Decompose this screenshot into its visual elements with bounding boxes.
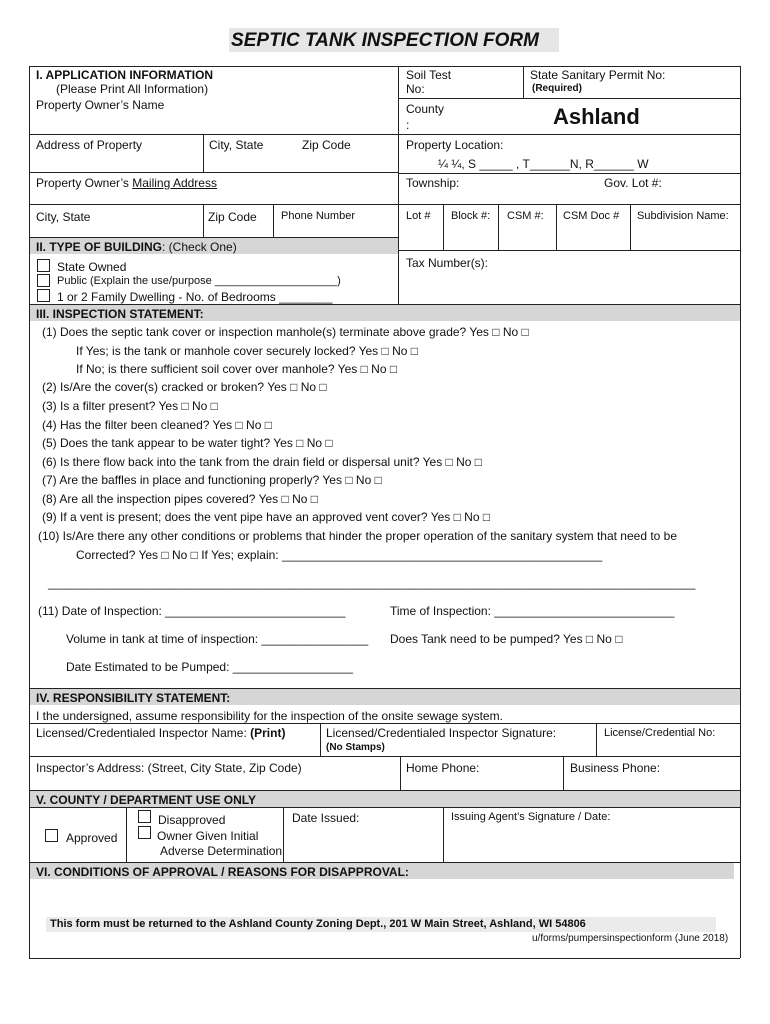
divider [29,134,740,135]
divider [398,250,740,251]
family-dwelling-label: 1 or 2 Family Dwelling - No. of Bedrooms ________ [57,290,333,304]
soil-test-no: No: [406,82,425,96]
question-6: (6) Is there flow back into the tank from the drain field or dispersal unit? Yes □ No □ [42,455,483,469]
date-issued-label: Date Issued: [292,811,360,825]
city-state-label: City, State [209,138,264,152]
volume-in-tank: Volume in tank at time of inspection: ________________ [66,632,369,646]
disapproved-label: Disapproved [158,813,226,827]
form-footer: u/forms/pumpersinspectionform (June 2018) [532,933,729,944]
explain-line: _________________________________________________________________________________________________ [48,576,696,590]
inspector-name-label: Licensed/Credentialed Inspector Name: (Print) [36,726,286,740]
question-4: (4) Has the filter been cleaned? Yes □ No □ [42,418,272,432]
section-3-heading: III. INSPECTION STATEMENT: [36,307,204,321]
zip-code-label: Zip Code [302,138,351,152]
state-owned-checkbox[interactable] [37,259,50,272]
permit-label: State Sanitary Permit No: [530,68,666,82]
subdivision-label: Subdivision Name: [637,210,729,222]
time-of-inspection: Time of Inspection: ___________________________ [390,604,675,618]
inspector-signature-label: Licensed/Credentialed Inspector Signature: [326,726,557,740]
public-label: Public (Explain the use/purpose ____________________) [57,275,341,287]
divider [523,66,524,98]
divider [29,756,740,757]
question-9: (9) If a vent is present; does the vent pipe have an approved vent cover? Yes □ No □ [42,510,491,524]
divider [29,204,740,205]
divider [398,66,399,304]
date-of-inspection: (11) Date of Inspection: ___________________________ [38,604,346,618]
question-1b: If No; is there sufficient soil cover over manhole? Yes □ No □ [76,362,398,376]
mailing-address-label [36,176,217,190]
lot-label: Lot # [406,210,431,222]
section-4-heading: IV. RESPONSIBILITY STATEMENT: [36,691,231,705]
date-estimated-pumped: Date Estimated to be Pumped: __________________ [66,660,353,674]
divider [29,807,740,808]
section-2-heading: II. TYPE OF BUILDING: (Check One) [36,240,237,254]
divider [498,204,499,250]
owner-name-label: Property Owner’s Name [36,98,165,112]
divider [320,723,321,756]
township-label: Township: [406,176,460,190]
frame-top [29,66,740,67]
question-1: (1) Does the septic tank cover or inspection manhole(s) terminate above grade? Yes □ No □ [42,325,529,339]
return-note: This form must be returned to the Ashland County Zoning Dept., 201 W Main Street, Ashland, WI 54806 [50,918,586,930]
divider [203,204,204,237]
question-2: (2) Is/Are the cover(s) cracked or broken? Yes □ No □ [42,380,327,394]
inspector-address-label: Inspector’s Address: (Street, City State, Zip Code) [36,761,302,775]
frame-bottom [29,958,740,959]
tax-number-label: Tax Number(s): [406,256,489,270]
frame-right [740,66,741,958]
question-10: (10) Is/Are there any other conditions or problems that hinder the proper operation of the sanitary system that need to be [38,529,678,543]
divider [273,204,274,237]
divider [398,173,740,174]
question-1a: If Yes; is the tank or manhole cover securely locked? Yes □ No □ [76,344,419,358]
county-colon: : [406,118,410,132]
form-title: SEPTIC TANK INSPECTION FORM [231,30,539,51]
block-label: Block #: [451,210,491,222]
print-note: (Please Print All Information) [56,82,209,96]
question-5: (5) Does the tank appear to be water tight? Yes □ No □ [42,436,333,450]
business-phone-label: Business Phone: [570,761,661,775]
family-dwelling-checkbox[interactable] [37,289,50,302]
issuing-agent-label: Issuing Agent’s Signature / Date: [451,811,611,823]
divider [443,204,444,250]
divider [126,807,127,862]
question-7: (7) Are the baffles in place and functioning properly? Yes □ No □ [42,473,382,487]
home-phone-label: Home Phone: [406,761,480,775]
responsibility-statement: I the undersigned, assume responsibility for the inspection of the onsite sewage system. [36,709,503,723]
zip-code-label-2: Zip Code [208,210,257,224]
tank-pumped-question: Does Tank need to be pumped? Yes □ No □ [390,632,623,646]
owner-given-label: Owner Given Initial [157,829,259,843]
city-state-label-2: City, State [36,210,91,224]
csm-doc-label: CSM Doc # [563,210,620,222]
divider [203,134,204,172]
gov-lot-label: Gov. Lot #: [604,176,662,190]
approved-label: Approved [66,831,118,845]
approved-checkbox[interactable] [45,829,58,842]
divider [400,756,401,790]
required-note: (Required) [532,83,582,94]
divider [443,807,444,862]
adverse-determination-label: Adverse Determination [160,844,283,858]
frame-left [29,66,30,958]
divider [630,204,631,250]
soil-test-label: Soil Test [406,68,452,82]
location-line: ¼ ¼, S _____ , T______N, R______ W [438,157,649,171]
state-owned-label: State Owned [57,260,127,274]
phone-number-label: Phone Number [281,210,355,222]
mailing-underlined: Mailing Address [132,176,217,190]
license-number-label: License/Credential No: [604,727,716,739]
divider [29,172,398,173]
disapproved-checkbox[interactable] [138,810,151,823]
public-checkbox[interactable] [37,274,50,287]
property-location-label: Property Location: [406,138,504,152]
divider [398,98,740,99]
mailing-prefix: Property Owner’s [36,176,133,190]
no-stamps-note: (No Stamps) [326,742,385,753]
question-8: (8) Are all the inspection pipes covered? Yes □ No □ [42,492,318,506]
csm-label: CSM #: [507,210,544,222]
county-value: Ashland [553,104,640,129]
divider [556,204,557,250]
divider [29,723,740,724]
question-3: (3) Is a filter present? Yes □ No □ [42,399,218,413]
section-5-heading: V. COUNTY / DEPARTMENT USE ONLY [36,793,257,807]
property-address-label: Address of Property [36,138,143,152]
county-label: County [406,102,445,116]
divider [283,807,284,862]
owner-given-checkbox[interactable] [138,826,151,839]
section-6-heading: VI. CONDITIONS OF APPROVAL / REASONS FOR DISAPPROVAL: [36,865,409,879]
divider [596,723,597,756]
section-1-heading: I. APPLICATION INFORMATION [36,68,214,82]
divider [563,756,564,790]
question-10-corrected: Corrected? Yes □ No □ If Yes; explain: ________________________________________________ [76,548,603,562]
